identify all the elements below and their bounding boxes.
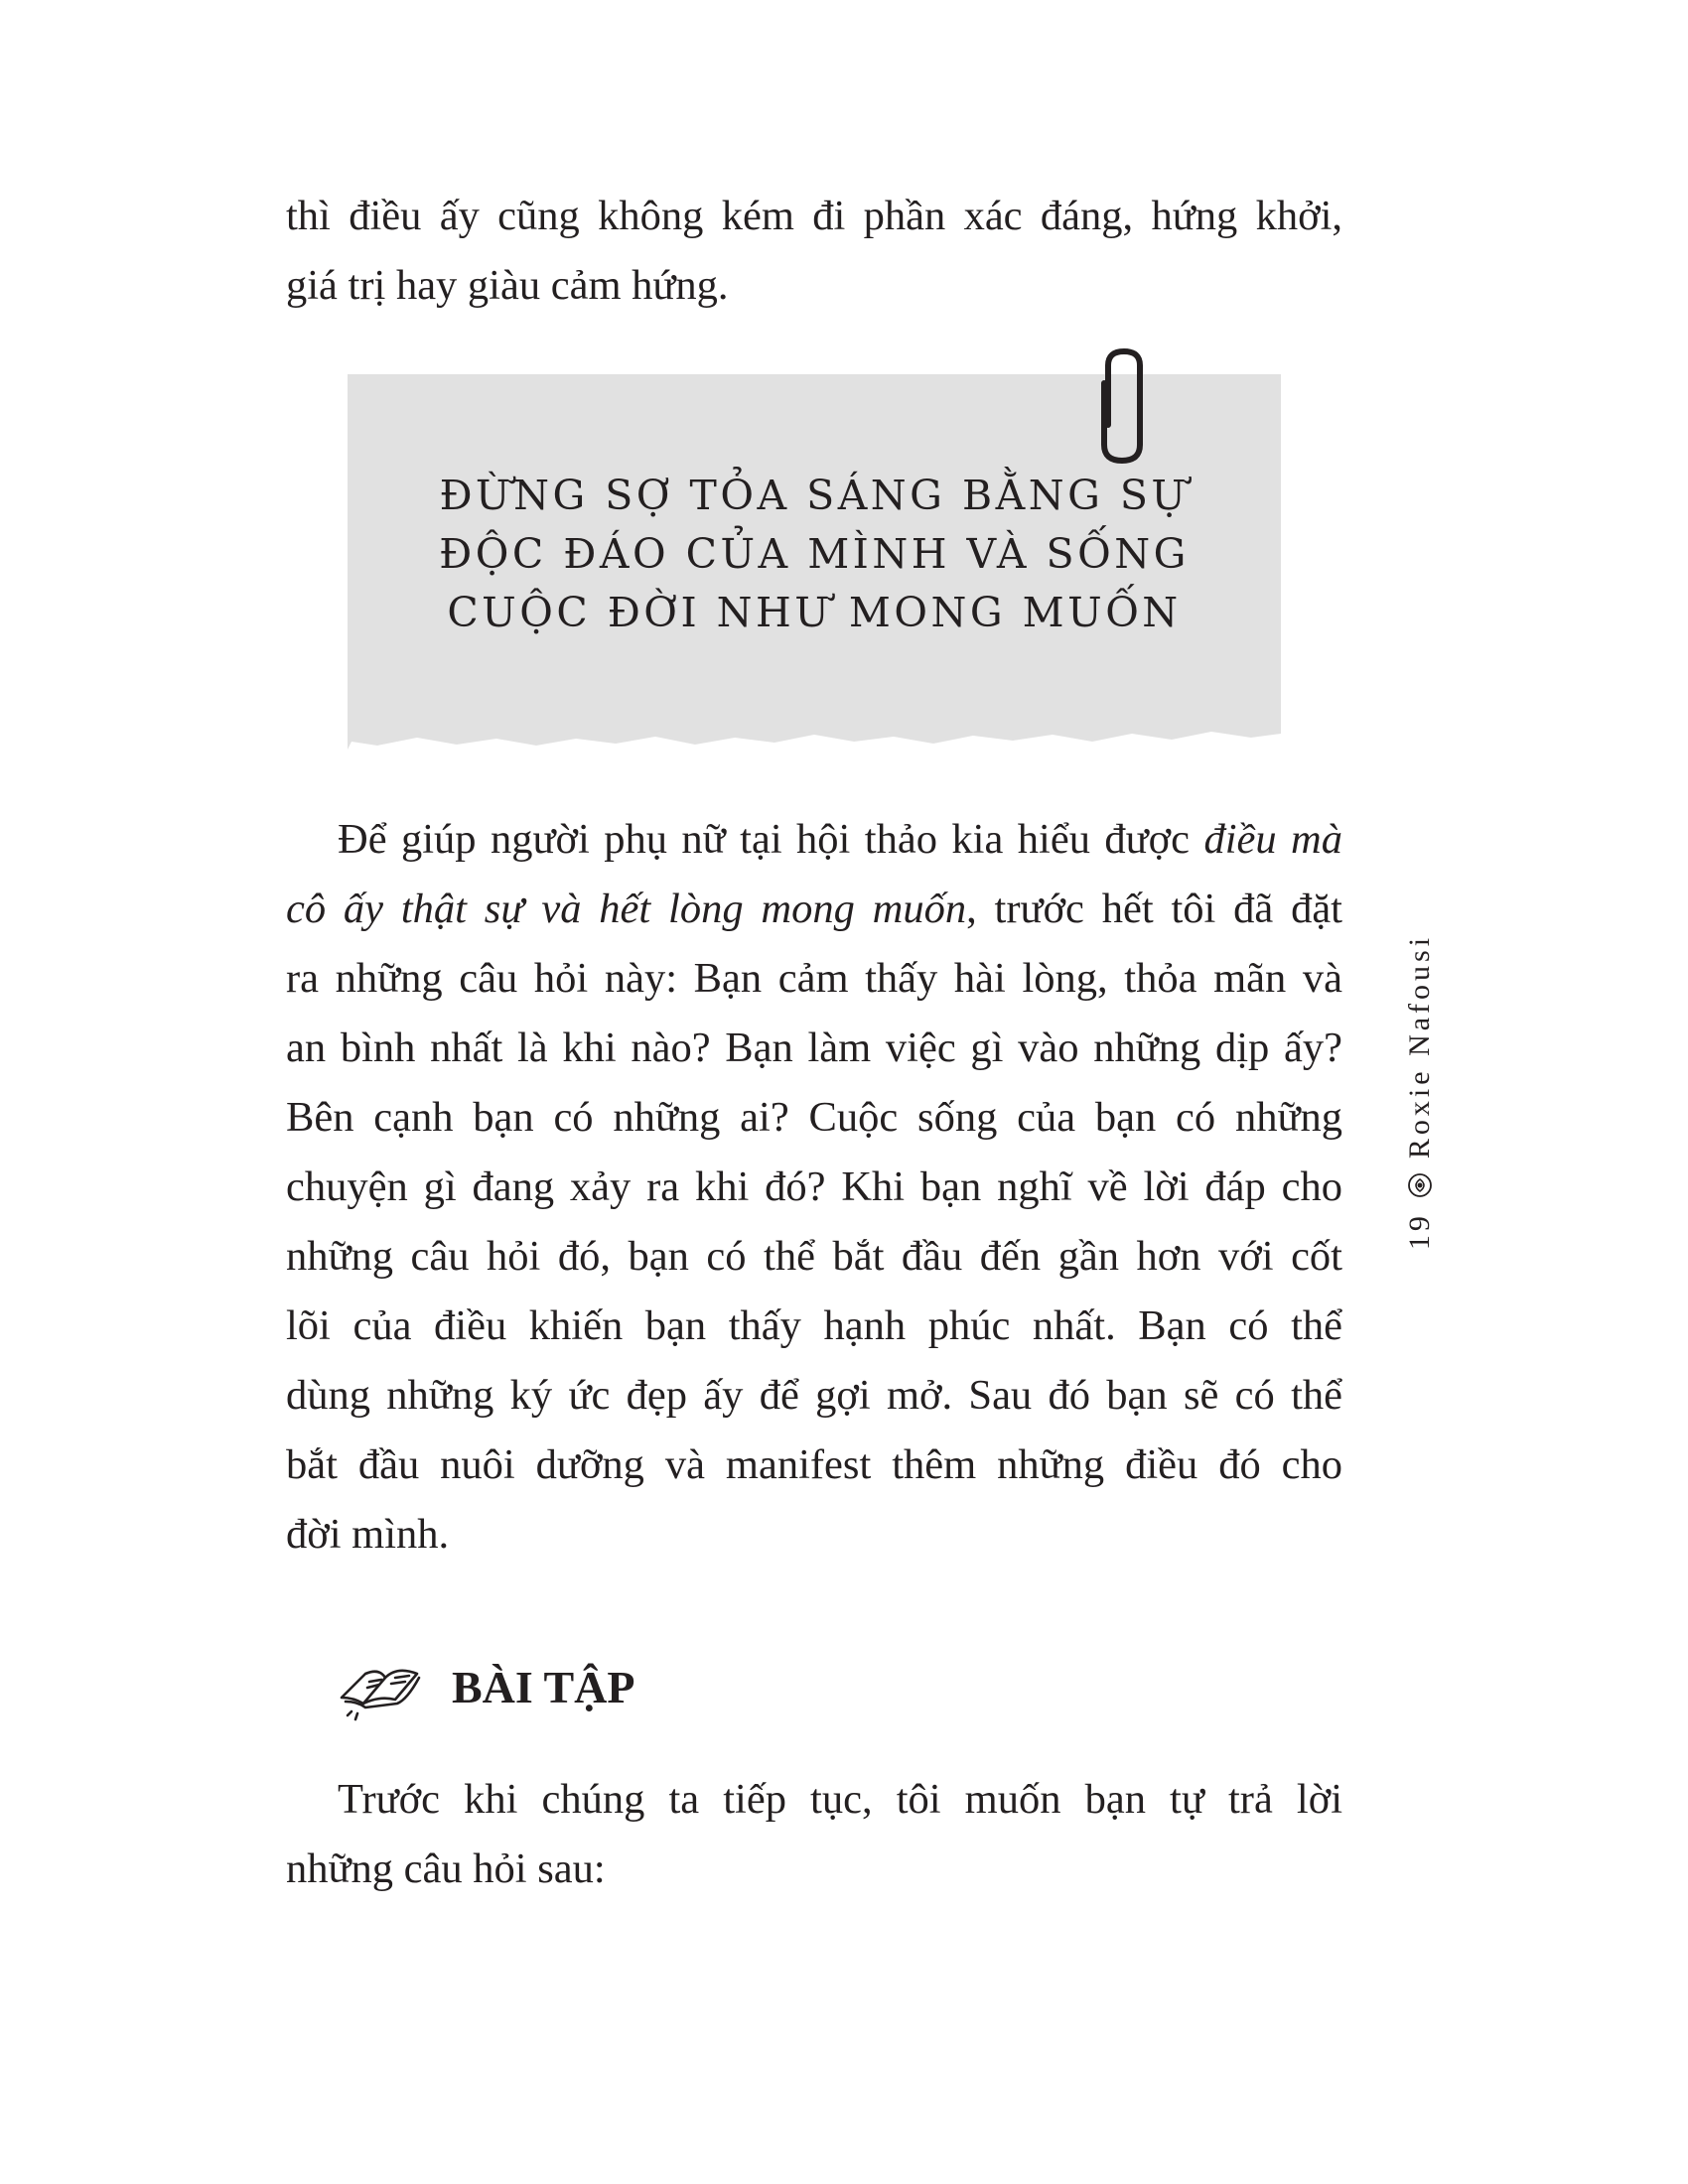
italic-segment: cô ấy thật sự và hết lòng mong muốn xyxy=(286,886,967,932)
page-number: 19 xyxy=(1403,1212,1436,1251)
text-line: ra những câu hỏi này: Bạn cảm thấy hài lòng, thỏa mãn và xyxy=(286,955,1342,1002)
text-line: thì điều ấy cũng không kém đi phần xác đáng, hứng khởi, xyxy=(286,193,1342,239)
text-line: an bình nhất là khi nào? Bạn làm việc gì vào những dịp ấy? xyxy=(286,1024,1342,1071)
torn-paper-edge xyxy=(338,720,1291,764)
paperclip-icon xyxy=(1090,345,1162,467)
text-line: những câu hỏi đó, bạn có thể bắt đầu đến gần hơn với cốt xyxy=(286,1233,1342,1280)
text-line xyxy=(286,875,1342,944)
text-line: giá trị hay giàu cảm hứng. xyxy=(286,262,729,309)
main-paragraph xyxy=(286,805,1342,1570)
text-line: Bên cạnh bạn có những ai? Cuộc sống của bạn có những xyxy=(286,1094,1342,1141)
running-head xyxy=(1390,913,1450,1271)
exercise-paragraph xyxy=(286,1765,1342,1904)
quote-text xyxy=(348,467,1281,642)
text-line: lõi của điều khiến bạn thấy hạnh phúc nhất. Bạn có thể xyxy=(286,1302,1342,1349)
text-line: Trước khi chúng ta tiếp tục, tôi muốn bạn tự trả lời xyxy=(338,1776,1342,1823)
italic-segment: điều mà xyxy=(1203,816,1342,863)
text-line: đời mình. xyxy=(286,1511,450,1558)
text-line: bắt đầu nuôi dưỡng và manifest thêm những điều đó cho xyxy=(286,1441,1342,1488)
top-paragraph xyxy=(286,182,1342,321)
text-line: chuyện gì đang xảy ra khi đó? Khi bạn nghĩ về lời đáp cho xyxy=(286,1163,1342,1210)
text-line: những câu hỏi sau: xyxy=(286,1845,606,1892)
text-segment: , trước hết tôi đã đặt xyxy=(966,886,1342,932)
exercise-heading: BÀI TẬP xyxy=(452,1662,635,1712)
text-segment: Để giúp người phụ nữ tại hội thảo kia hiểu được xyxy=(338,816,1204,863)
ornament-icon xyxy=(1405,1170,1435,1200)
text-line: dùng những ký ức đẹp ấy để gợi mở. Sau đó bạn sẽ có thể xyxy=(286,1372,1342,1419)
quote-line: ĐỘC ĐÁO CỦA MÌNH VÀ SỐNG xyxy=(439,530,1190,578)
quote-line: ĐỪNG SỢ TỎA SÁNG BẰNG SỰ xyxy=(439,472,1190,519)
quote-line: CUỘC ĐỜI NHƯ MONG MUỐN xyxy=(447,589,1182,636)
text-line xyxy=(286,805,1342,875)
open-book-icon xyxy=(336,1654,423,1725)
author-name: Roxie Nafousi xyxy=(1403,933,1436,1160)
